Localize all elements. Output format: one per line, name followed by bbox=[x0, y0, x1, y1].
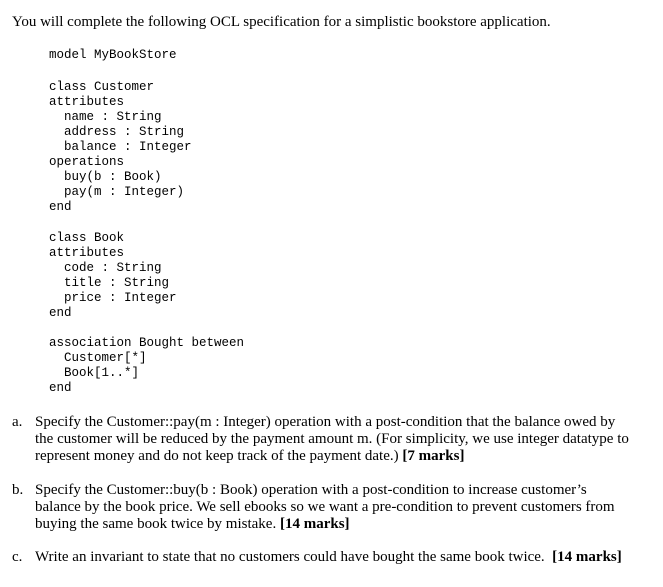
question-body bbox=[35, 549, 663, 566]
question-letter: a. bbox=[12, 414, 23, 430]
question-text: Write an invariant to state that no customers could have bought the same book twice. bbox=[35, 549, 545, 565]
question-marks: [14 marks] bbox=[279, 516, 350, 532]
question-body bbox=[35, 414, 635, 465]
question-letter: c. bbox=[12, 549, 23, 565]
question-text: Specify the Customer::buy(b : Book) operation with a post-condition to increase customer’s balance by the book price. We sell ebooks so we want a pre-condition to prevent customers from buying the same book twice by mistake. bbox=[35, 482, 615, 532]
code-line: balance : Integer bbox=[49, 140, 192, 154]
question-text: Specify the Customer::pay(m : Integer) operation with a post-condition that the balance owed by the customer will be reduced by the payment amount m. (For simplicity, we use integer datatype to represent money and do not keep track of the payment date.) bbox=[35, 414, 629, 464]
code-line: end bbox=[49, 381, 72, 395]
question-marks: [14 marks] bbox=[552, 549, 622, 565]
intro-text: You will complete the following OCL specification for a simplistic bookstore application. bbox=[12, 14, 551, 30]
code-line: class Customer bbox=[49, 80, 155, 94]
code-line: operations bbox=[49, 155, 125, 169]
code-line: Customer[*] bbox=[49, 351, 147, 365]
code-line: address : String bbox=[49, 125, 185, 139]
code-line: end bbox=[49, 306, 72, 320]
code-line: buy(b : Book) bbox=[49, 170, 162, 184]
code-line: price : Integer bbox=[49, 291, 177, 305]
code-line: name : String bbox=[49, 110, 162, 124]
question-letter: b. bbox=[12, 482, 24, 498]
code-line: title : String bbox=[49, 276, 170, 290]
question-marks: [7 marks] bbox=[402, 448, 465, 464]
code-line: model MyBookStore bbox=[49, 48, 177, 62]
question-body bbox=[35, 482, 635, 533]
code-line: attributes bbox=[49, 95, 125, 109]
code-line: attributes bbox=[49, 246, 125, 260]
code-line: association Bought between bbox=[49, 336, 245, 350]
ocl-code-block bbox=[0, 0, 245, 395]
code-line: code : String bbox=[49, 261, 162, 275]
code-line: Book[1..*] bbox=[49, 366, 140, 380]
code-line: pay(m : Integer) bbox=[49, 185, 185, 199]
code-line: end bbox=[49, 200, 72, 214]
code-line: class Book bbox=[49, 231, 125, 245]
